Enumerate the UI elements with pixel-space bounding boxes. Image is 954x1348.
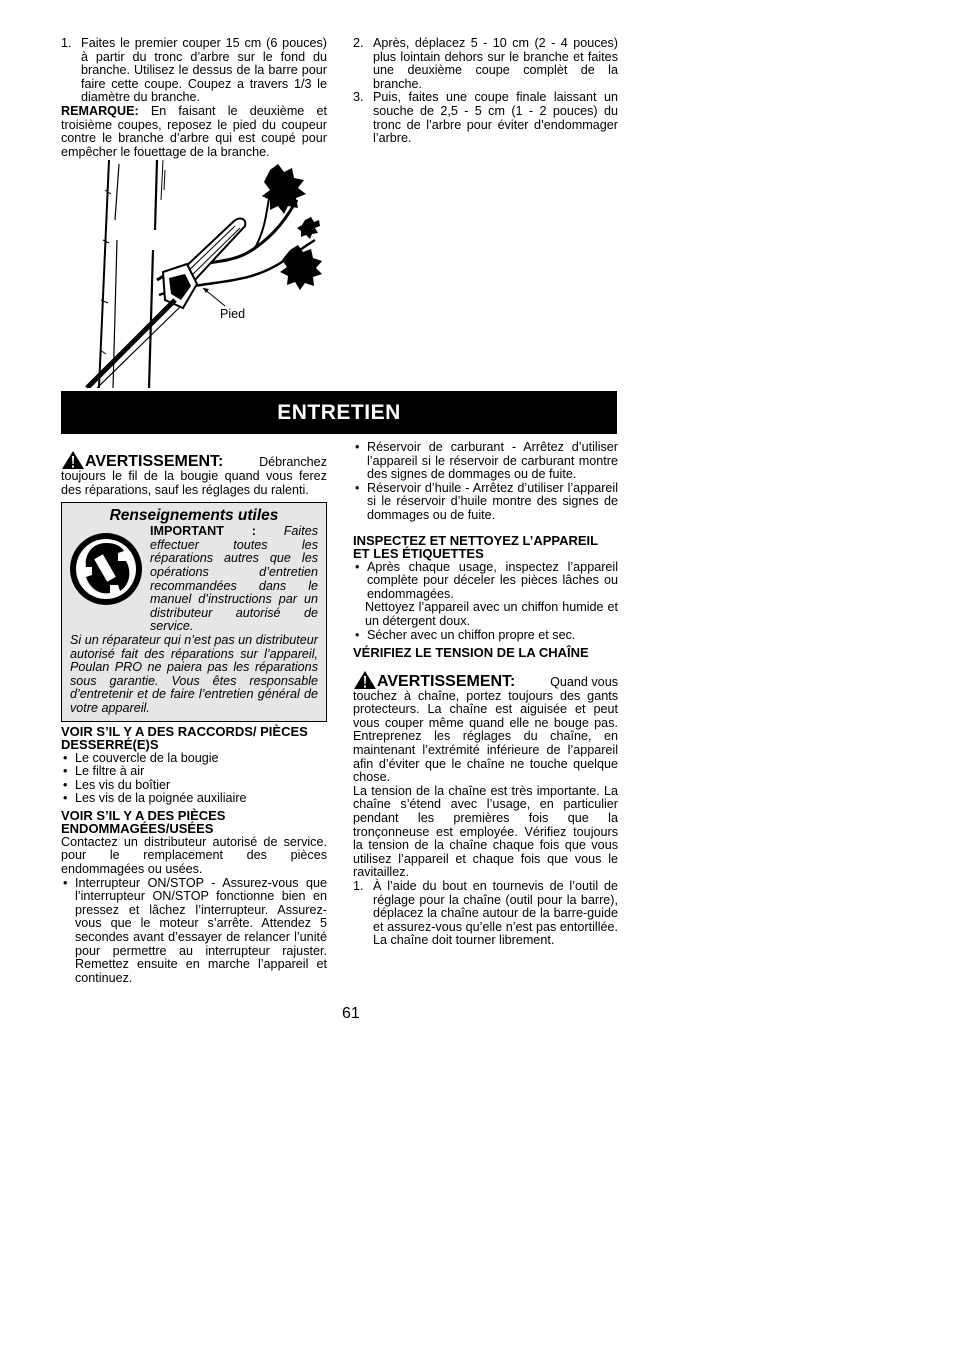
section-banner — [61, 391, 617, 434]
warning-word: AVERTISSEMENT: — [377, 672, 516, 690]
warning-line — [61, 450, 327, 470]
list-item: • Le couvercle de la bougie — [63, 750, 219, 765]
step-text: Faites le premier couper 15 cm (6 pouces) à partir du tronc d’arbre sur le fond du branche. Utilisez le dessus de la barre pour faire cette coupe. Coupez a travers 1/3 le diamètre du branche. — [81, 36, 327, 105]
warning-triangle-icon — [61, 450, 85, 470]
note-paragraph — [61, 105, 327, 159]
step-number: 1. — [61, 36, 72, 50]
info-paragraph: Si un réparateur qui n’est pas un distributeur autorisé fait des réparations sur l’appareil, Poulan PRO ne paiera pas les réparations sous garantie. Vous êtes responsable d’entretenir et de faire l’entretien général de votre appareil. — [70, 632, 318, 715]
important-label: IMPORTANT : — [150, 524, 256, 539]
step-text: Puis, faites une coupe finale laissant un souche de 2,5 - 5 cm (1 - 2 pouces) du tronc de l’arbre pour éviter d’endommager l’arbre. — [373, 90, 618, 146]
step-text: Après, déplacez 5 - 10 cm (2 - 4 pouces) plus lointain dehors sur le branche et faites une deuxième coupe complèt de la branche. — [373, 36, 618, 91]
note-label: REMARQUE: — [61, 103, 139, 118]
top-right-column — [353, 37, 618, 146]
loose-parts-list — [61, 752, 327, 806]
important-paragraph — [150, 525, 318, 634]
lower-right-column — [353, 441, 618, 948]
step-1 — [61, 37, 327, 105]
lower-left-column — [61, 450, 327, 985]
section-title: ENTRETIEN — [277, 400, 401, 424]
note-text: En faisant le deuxième et troisième coupes, reposez le pied du coupeur contre le branche d’arbre qui est coupé pour empêcher le fouettage de la branche. — [61, 103, 327, 159]
info-box-title: Renseignements utiles — [109, 507, 279, 525]
step-text: À l’aide du bout en tournevis de l’outil de réglage pour la chaîne (outil pour la barre), déplacez la chaîne autour de la barre-guide et assurez-vous qu’elle n’est pas entortillée. La chaîne doit tourner librement. — [373, 878, 618, 948]
damaged-parts-paragraph: Contactez un distributeur autorisé de service. pour le remplacement des pièces endommagées ou usées. — [61, 834, 327, 877]
inspect-continuation: Nettoyez l’appareil avec un chiffon humide et un détergent doux. — [365, 600, 618, 628]
list-item-onoff-switch: • Interrupteur ON/STOP - Assurez-vous que l’interrupteur ON/STOP fonctionne bien en pressez et lâchez l’interrupteur. Assurez-vous que le moteur s’arrête. Attendez 5 secondes avant d’essayer de relancer l’unité pour permettre au interrupteur rajuster. Remettez ensuite en marche l’appareil et continuez. — [63, 875, 327, 985]
top-left-column — [61, 37, 327, 159]
warning-line — [353, 670, 618, 690]
section-heading-chain-tension: VÉRIFIEZ LE TENSION DE LA CHAÎNE — [353, 645, 589, 661]
foot-label: Pied — [220, 307, 246, 321]
list-item-oil-tank: • Réservoir d’huile - Arrêtez d’utiliser l’appareil si le réservoir d’huile montre des signes de dommages ou de fuite. — [355, 480, 618, 522]
list-item: • Les vis de la poignée auxiliaire — [63, 791, 247, 806]
section-heading-loose-parts: VOIR S’IL Y A DES RACCORDS/ PIÈCES DESSERRÉ(E)S — [61, 723, 308, 752]
info-box — [61, 502, 327, 721]
step-number: 1. — [353, 878, 364, 893]
page-number: 61 — [342, 1005, 360, 1022]
warning-text: toujours le fil de la bougie quand vous ferez des réparations, sauf les réglages du ralenti. — [61, 469, 327, 497]
list-item-dry: • Sécher avec un chiffon propre et sec. — [355, 627, 576, 642]
step-number: 3. — [353, 90, 364, 105]
section-heading-inspect-clean: INSPECTEZ ET NETTOYEZ L’APPAREIL ET LES ÉTIQUETTES — [353, 532, 598, 562]
important-text: Faites effectuer toutes les réparations autres que les opérations d’entretien recommandées dans le manuel d’instructions par un distributeur autorisé de service. — [150, 524, 318, 634]
list-item: • Le filtre à air — [63, 764, 145, 779]
section-heading-damaged-parts: VOIR S’IL Y A DES PIÈCES ENDOMMAGÉES/USÉES — [61, 807, 226, 837]
warning-first-word: Quand vous — [550, 675, 618, 690]
wrench-icon — [68, 531, 144, 607]
pole-saw-illustration — [85, 160, 345, 388]
list-item-inspect: • Après chaque usage, inspectez l’appareil complète pour déceler les pièces lâches ou endommagées. — [355, 559, 618, 601]
list-item-fuel-tank: • Réservoir de carburant - Arrêtez d’utiliser l’appareil si le réservoir de carburant montre des signes de dommages ou de fuite. — [355, 440, 618, 482]
tension-paragraph: La tension de la chaîne est très importante. La chaîne s’étend avec l’usage, en particulier pendant les premières fois que la tronçonneuse est employée. Vérifiez toujours la tension de la chaîne chaque fois que vous utilisez l’appareil et chaque fois que vous le ravitaillez. — [353, 783, 618, 880]
warning-triangle-icon — [353, 670, 377, 690]
info-important-row — [70, 525, 318, 634]
warning-text: touchez à chaîne, portez toujours des gants protecteurs. La chaîne est aiguisée et peut vous couper même quand elle ne bouge pas. Entreprenez les réglages du chaîne, en maintenant l’extrémité inférieure de l’appareil afin d’éviter que le chaîne ne touche quelque chose. — [353, 688, 618, 785]
step-3 — [353, 91, 618, 145]
step-number: 2. — [353, 36, 364, 50]
list-item: • Les vis du boîtier — [63, 777, 171, 792]
step-1 — [353, 880, 618, 948]
warning-word: AVERTISSEMENT: — [85, 453, 224, 470]
step-2 — [353, 37, 618, 91]
warning-first-word: Débranchez — [259, 455, 327, 470]
pole-saw-drawing — [85, 160, 345, 388]
